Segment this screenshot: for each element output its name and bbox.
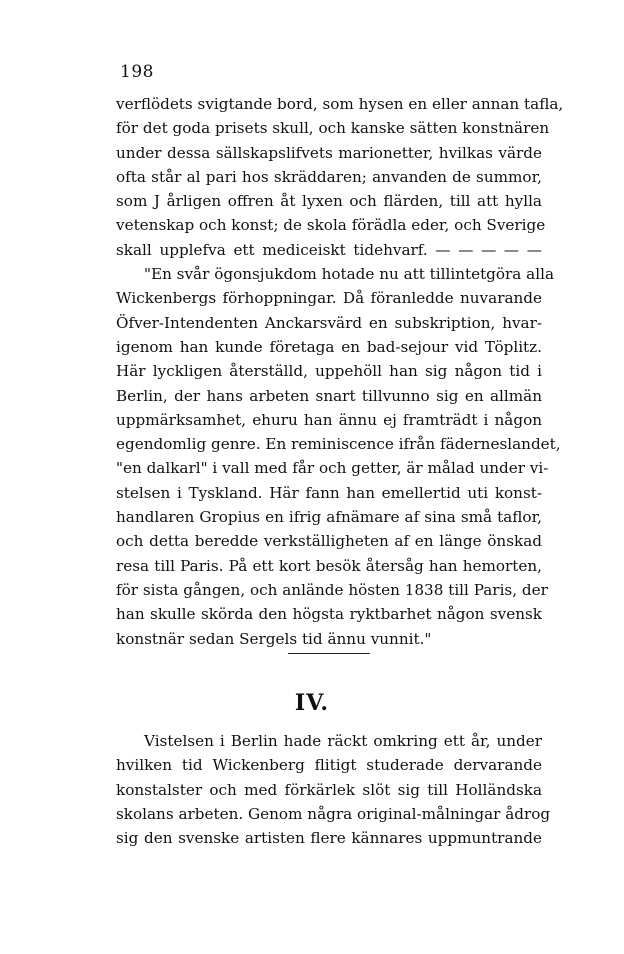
text-line: ofta står al pari hos skräddaren; anvanden de summor, [116, 167, 542, 186]
text-line: "en dalkarl" i vall med får och getter, är målad under vi- [116, 459, 549, 478]
text-block-before [116, 92, 564, 651]
text-line: skolans arbeten. Genom några original-målningar ådrog [116, 804, 551, 823]
text-line: Vistelsen i Berlin hade räckt omkring ett år, under [144, 732, 542, 750]
text-line: och detta beredde verkställigheten af en länge önskad [116, 532, 542, 551]
text-line: uppmärksamhet, ehuru han ännu ej framträdt i någon [116, 410, 542, 429]
text-line: handlaren Gropius en ifrig afnämare af sina små taflor, [116, 508, 542, 527]
text-line: Här lyckligen återställd, uppehöll han sig någon tid i [116, 362, 542, 381]
text-line: han skulle skörda den högsta ryktbarhet någon svensk [116, 605, 542, 624]
text-line: Wickenbergs förhoppningar. Då föranledde nuvarande [116, 289, 542, 308]
section-divider [288, 653, 370, 654]
text-line: "En svår ögonsjukdom hotade nu att tillintetgöra alla [144, 265, 555, 284]
text-line: Öfver-Intendenten Anckarsvärd en subskription, hvar- [116, 313, 542, 332]
text-line: som J årligen offren åt lyxen och flärden, till att hylla [116, 192, 542, 211]
text-line: för det goda prisets skull, och kanske sätten konstnären [116, 119, 550, 138]
text-line: egendomlig genre. En reminiscence ifrån fäderneslandet, [116, 435, 561, 454]
text-line: vetenskap och konst; de skola förädla eder, och Sverige [116, 216, 546, 235]
text-line: Berlin, der hans arbeten snart tillvunno sig en allmän [116, 386, 542, 405]
text-line: under dessa sällskapslifvets marionetter, hvilkas värde [116, 143, 542, 162]
text-line: verflödets svigtande bord, som hysen en eller annan tafla, [116, 95, 564, 113]
text-line: konstalster och med förkärlek slöt sig till Holländska [116, 780, 542, 799]
text-line: igenom han kunde företaga en bad-sejour vid Töplitz. [116, 337, 542, 356]
text-line: stelsen i Tyskland. Här fann han emellertid uti konst- [116, 483, 542, 502]
chapter-heading: IV. [294, 690, 330, 716]
text-line: sig den svenske artisten flere kännares uppmuntrande [116, 829, 542, 848]
text-line: hvilken tid Wickenberg flitigt studerade dervarande [116, 756, 542, 775]
page-number: 198 [120, 62, 154, 82]
text-line: för sista gången, och anlände hösten 1838 till Paris, der [116, 580, 548, 599]
text-block-after [116, 729, 551, 850]
text-line: skall upplefva ett mediceiskt tidehvarf. — — — — — [116, 240, 542, 259]
text-line: konstnär sedan Sergels tid ännu vunnit." [116, 629, 432, 648]
text-line: resa till Paris. På ett kort besök återsåg han hemorten, [116, 556, 542, 575]
